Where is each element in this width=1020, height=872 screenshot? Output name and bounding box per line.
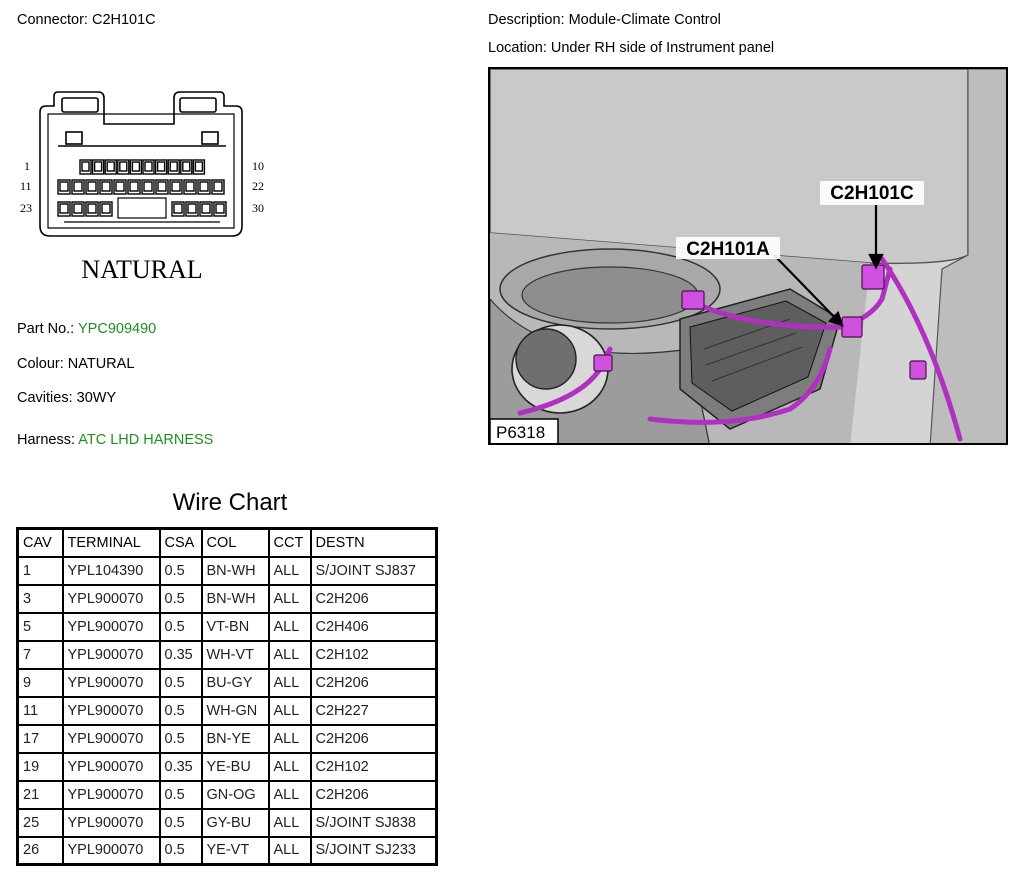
cell-terminal: YPL900070	[63, 585, 160, 613]
table-row	[18, 837, 437, 865]
cell-terminal: YPL900070	[63, 753, 160, 781]
colour-line	[17, 356, 134, 372]
cell-cct: ALL	[269, 669, 311, 697]
cell-col: YE-BU	[202, 753, 269, 781]
connector-face-diagram	[14, 86, 294, 296]
location-line	[488, 40, 774, 56]
table-row	[18, 669, 437, 697]
cell-cct: ALL	[269, 837, 311, 865]
description-value: Module-Climate Control	[568, 12, 721, 28]
pin-label-11: 11	[20, 179, 32, 193]
cell-destn: C2H102	[311, 641, 437, 669]
cell-csa: 0.5	[160, 613, 202, 641]
cell-cct: ALL	[269, 557, 311, 585]
cell-cav: 7	[18, 641, 63, 669]
description-label: Description:	[488, 12, 565, 28]
cell-col: GN-OG	[202, 781, 269, 809]
cell-col: WH-GN	[202, 697, 269, 725]
cell-destn: C2H206	[311, 781, 437, 809]
cell-csa: 0.5	[160, 669, 202, 697]
pin-label-30: 30	[252, 201, 264, 215]
cell-cav: 3	[18, 585, 63, 613]
cell-cav: 5	[18, 613, 63, 641]
cell-csa: 0.5	[160, 697, 202, 725]
col-header-cct: CCT	[269, 529, 311, 557]
cell-terminal: YPL900070	[63, 781, 160, 809]
cell-destn: S/JOINT SJ233	[311, 837, 437, 865]
col-header-terminal: TERMINAL	[63, 529, 160, 557]
photo-id: P6318	[496, 423, 546, 442]
pin-label-23: 23	[20, 201, 32, 215]
wire-chart-table	[16, 527, 438, 866]
cell-cct: ALL	[269, 585, 311, 613]
cell-cct: ALL	[269, 697, 311, 725]
cell-terminal: YPL900070	[63, 697, 160, 725]
callout-c2h101a: C2H101A	[686, 239, 770, 260]
part-no-label: Part No.:	[17, 321, 75, 337]
cell-cav: 19	[18, 753, 63, 781]
cell-destn: S/JOINT SJ838	[311, 809, 437, 837]
cavities-line	[17, 390, 116, 406]
col-header-csa: CSA	[160, 529, 202, 557]
cell-terminal: YPL900070	[63, 613, 160, 641]
cell-col: YE-VT	[202, 837, 269, 865]
cell-csa: 0.35	[160, 641, 202, 669]
cell-destn: C2H406	[311, 613, 437, 641]
cell-cav: 11	[18, 697, 63, 725]
cell-destn: C2H102	[311, 753, 437, 781]
cell-destn: C2H206	[311, 669, 437, 697]
wire-chart-title: Wire Chart	[172, 489, 288, 516]
harness-label: Harness:	[17, 432, 76, 448]
connector-label: Connector:	[17, 12, 88, 28]
pin-label-1: 1	[24, 159, 30, 173]
cell-csa: 0.5	[160, 557, 202, 585]
harness-line	[17, 432, 213, 448]
callout-c2h101c: C2H101C	[830, 183, 914, 204]
cell-cct: ALL	[269, 809, 311, 837]
cell-cct: ALL	[269, 725, 311, 753]
cell-col: WH-VT	[202, 641, 269, 669]
cell-cct: ALL	[269, 613, 311, 641]
cell-csa: 0.5	[160, 809, 202, 837]
pin-label-22: 22	[252, 179, 264, 193]
cell-cav: 17	[18, 725, 63, 753]
cell-terminal: YPL900070	[63, 641, 160, 669]
table-row	[18, 725, 437, 753]
table-row	[18, 697, 437, 725]
cell-cav: 9	[18, 669, 63, 697]
cell-csa: 0.5	[160, 585, 202, 613]
cell-csa: 0.5	[160, 725, 202, 753]
cell-destn: C2H206	[311, 725, 437, 753]
cell-terminal: YPL104390	[63, 557, 160, 585]
cell-csa: 0.5	[160, 781, 202, 809]
cell-destn: C2H206	[311, 585, 437, 613]
connector-color-text: NATURAL	[81, 255, 203, 284]
cell-destn: C2H227	[311, 697, 437, 725]
col-header-destn: DESTN	[311, 529, 437, 557]
cell-col: GY-BU	[202, 809, 269, 837]
cell-cct: ALL	[269, 753, 311, 781]
part-no-line	[17, 321, 156, 337]
cell-csa: 0.5	[160, 837, 202, 865]
cell-col: BN-WH	[202, 557, 269, 585]
table-row	[18, 781, 437, 809]
part-no-link[interactable]: YPC909490	[78, 321, 157, 337]
colour-value: NATURAL	[67, 356, 135, 372]
col-header-cav: CAV	[18, 529, 63, 557]
table-row	[18, 585, 437, 613]
cell-cav: 26	[18, 837, 63, 865]
cell-terminal: YPL900070	[63, 809, 160, 837]
cell-col: BU-GY	[202, 669, 269, 697]
wire-chart-header-row	[18, 529, 437, 557]
cell-destn: S/JOINT SJ837	[311, 557, 437, 585]
connector-value: C2H101C	[91, 12, 156, 28]
pin-label-10: 10	[252, 159, 264, 173]
location-photo	[488, 67, 1008, 445]
cell-cav: 21	[18, 781, 63, 809]
colour-label: Colour:	[17, 356, 64, 372]
table-row	[18, 641, 437, 669]
cell-col: BN-YE	[202, 725, 269, 753]
location-value: Under RH side of Instrument panel	[550, 40, 775, 56]
connector-line	[17, 12, 156, 28]
table-row	[18, 613, 437, 641]
cell-cav: 25	[18, 809, 63, 837]
harness-link[interactable]: ATC LHD HARNESS	[78, 432, 214, 448]
description-line	[488, 12, 721, 28]
location-label: Location:	[488, 40, 547, 56]
cell-cct: ALL	[269, 781, 311, 809]
cell-terminal: YPL900070	[63, 725, 160, 753]
cell-csa: 0.35	[160, 753, 202, 781]
cell-col: VT-BN	[202, 613, 269, 641]
col-header-col: COL	[202, 529, 269, 557]
cell-cav: 1	[18, 557, 63, 585]
cell-terminal: YPL900070	[63, 669, 160, 697]
cavities-value: 30WY	[76, 390, 117, 406]
cell-terminal: YPL900070	[63, 837, 160, 865]
cell-cct: ALL	[269, 641, 311, 669]
table-row	[18, 753, 437, 781]
cell-col: BN-WH	[202, 585, 269, 613]
table-row	[18, 809, 437, 837]
table-row	[18, 557, 437, 585]
cavities-label: Cavities:	[17, 390, 73, 406]
